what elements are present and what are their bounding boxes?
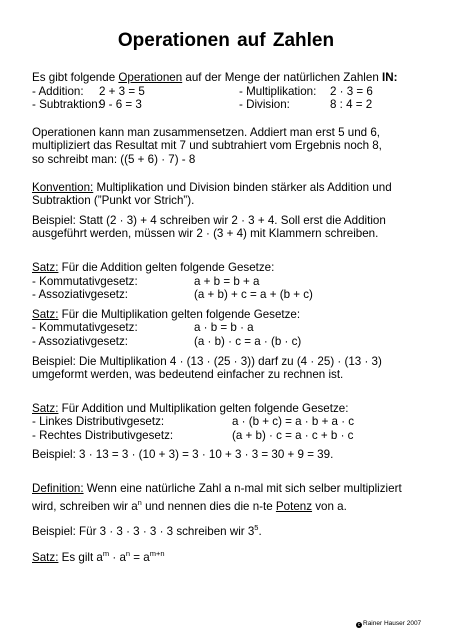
law-formula: (a + b) + c = a + (b + c) — [194, 288, 313, 302]
satz-pow-text: = a — [130, 550, 150, 564]
satz-dist-law-2 — [32, 429, 442, 443]
law-formula: a · b = b · a — [194, 321, 254, 335]
author-credit: Rainer Hauser 2007 — [363, 620, 422, 627]
satz-dist-text: Für Addition und Multiplikation gelten folgende Gesetze: — [58, 401, 349, 415]
exponent: m+n — [149, 548, 165, 558]
term-operationen: Operationen — [118, 71, 183, 84]
example2-line-2: umgeformt werden, was bedeutend einfacher zu rechnen ist. — [32, 368, 344, 382]
satz-add-law-2 — [32, 288, 442, 302]
law-label: - Rechtes Distributivgesetz: — [32, 428, 174, 442]
subtraction-example: 9 - 6 = 3 — [99, 98, 142, 112]
example4-text: Beispiel: Für 3 · 3 · 3 · 3 · 3 schreiben wir 3 — [32, 525, 255, 539]
convention-line-1 — [32, 181, 442, 195]
convention-text: Multiplikation und Division binden stärker als Addition und — [93, 180, 392, 194]
exponent: n — [125, 548, 131, 558]
law-label: - Kommutativgesetz: — [32, 321, 138, 335]
example3-line: Beispiel: 3 · 13 = 3 · (10 + 3) = 3 · 10 + 3 · 3 = 30 + 9 = 39. — [32, 448, 334, 462]
page-title: Operationen auf Zahlen — [117, 30, 335, 51]
satz-label: Satz: — [32, 307, 59, 321]
satz-label: Satz: — [32, 550, 59, 564]
document-body — [32, 71, 442, 564]
ops-row-2 — [32, 98, 442, 112]
definition-text: von a. — [312, 499, 347, 513]
example1-line-1: Beispiel: Statt (2 · 3) + 4 schreiben wir 2 · 3 + 4. Soll erst die Addition — [32, 213, 386, 227]
definition-line-2 — [32, 496, 442, 513]
law-formula: a + b = b + a — [194, 274, 260, 288]
combine-line-2: multipliziert das Resultat mit 7 und subtrahiert vom Ergebnis noch 8, — [32, 139, 382, 153]
term-potenz: Potenz — [275, 499, 313, 513]
exponent: n — [137, 497, 142, 507]
intro-text: Es gibt folgende — [32, 71, 119, 84]
law-label: - Kommutativgesetz: — [32, 274, 138, 288]
satz-label: Satz: — [32, 260, 59, 274]
law-label: - Assoziativgesetz: — [32, 334, 129, 348]
definition-label: Definition: — [32, 482, 84, 496]
satz-pow-text: Es gilt a — [58, 550, 103, 564]
example4-line — [32, 521, 442, 539]
satz-dist-intro — [32, 402, 442, 416]
example2-line-1: Beispiel: Die Multiplikation 4 · (13 · (25 · 3)) darf zu (4 · 25) · (13 · 3) — [32, 354, 382, 368]
subtraction-label: - Subtraktion: — [32, 98, 101, 112]
law-formula: (a · b) · c = a · (b · c) — [194, 334, 302, 348]
example4-text: . — [258, 525, 262, 539]
law-label: - Linkes Distributivgesetz: — [32, 415, 165, 429]
law-label: - Assoziativgesetz: — [32, 288, 129, 302]
example1-line-2: ausgeführt werden, müssen wir 2 · (3 + 4) mit Klammern schreiben. — [32, 227, 379, 241]
definition-text: wird, schreiben wir a — [32, 499, 138, 513]
satz-mul-text: Für die Multiplikation gelten folgende Gesetze: — [58, 307, 301, 321]
multiplication-label: - Multiplikation: — [239, 84, 317, 98]
satz-add-law-1 — [32, 275, 442, 289]
combine-line-1: Operationen kann man zusammensetzen. Addiert man erst 5 und 6, — [32, 125, 381, 139]
satz-add-intro — [32, 261, 442, 275]
definition-text: und nennen dies die n-te — [141, 499, 276, 513]
satz-pow-text: · a — [109, 550, 126, 564]
natural-numbers-symbol: IN: — [381, 71, 398, 84]
satz-dist-law-1 — [32, 415, 442, 429]
satz-mul-intro — [32, 308, 442, 322]
exponent: m — [102, 548, 110, 558]
definition-text: Wenn eine natürliche Zahl a n-mal mit sich selber multipliziert — [83, 482, 402, 496]
law-formula: (a + b) · c = a · c + b · c — [232, 428, 354, 442]
satz-mul-law-1 — [32, 321, 442, 335]
exponent: 5 — [254, 523, 259, 533]
ops-row-1 — [32, 85, 442, 99]
division-example: 8 : 4 = 2 — [330, 98, 373, 112]
satz-pow-line — [32, 547, 442, 564]
convention-label: Konvention: — [32, 180, 94, 194]
footer-credit — [356, 620, 421, 628]
intro-text-rest: auf der Menge der natürlichen Zahlen — [182, 71, 382, 84]
intro-line — [32, 71, 442, 85]
definition-line-1 — [32, 482, 442, 496]
addition-example: 2 + 3 = 5 — [99, 84, 145, 98]
law-formula: a · (b + c) = a · b + a · c — [232, 415, 355, 429]
satz-mul-law-2 — [32, 335, 442, 349]
multiplication-example: 2 · 3 = 6 — [330, 84, 373, 98]
satz-label: Satz: — [32, 401, 59, 415]
combine-line-3: so schreibt man: ((5 + 6) · 7) - 8 — [32, 152, 196, 166]
convention-line-2: Subtraktion (”Punkt vor Strich”). — [32, 194, 195, 208]
addition-label: - Addition: — [32, 84, 84, 98]
division-label: - Division: — [239, 98, 290, 112]
satz-add-text: Für die Addition gelten folgende Gesetze: — [58, 260, 275, 274]
copyright-icon: c — [357, 622, 361, 628]
